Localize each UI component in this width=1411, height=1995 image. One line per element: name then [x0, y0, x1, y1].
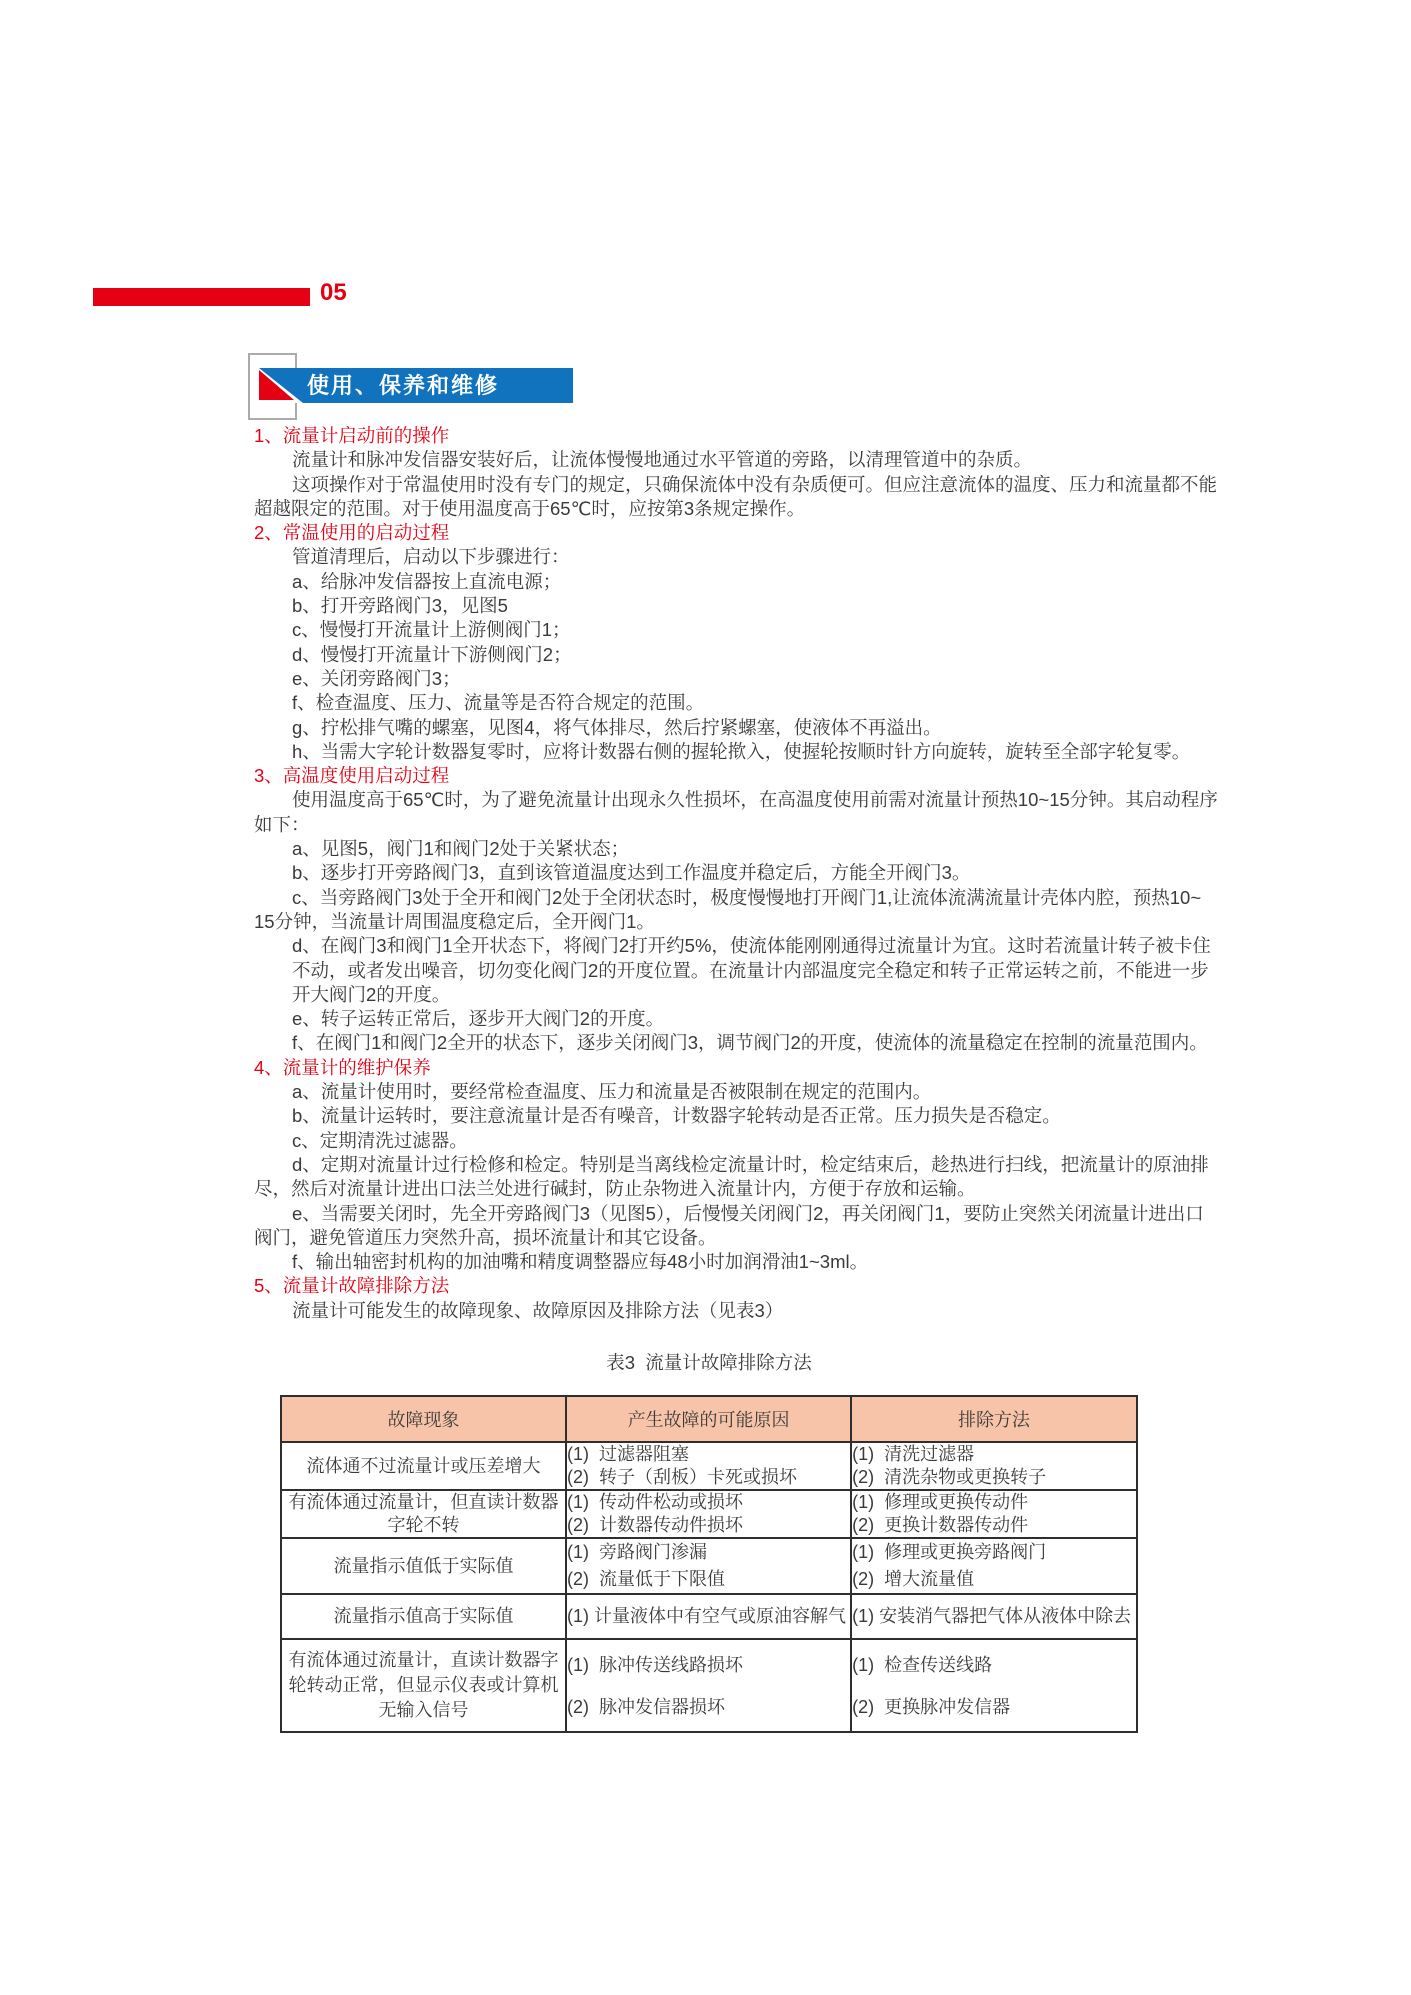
cell-line: (1) 清洗过滤器: [852, 1444, 975, 1464]
text-line: 如下：: [254, 813, 310, 835]
remedy-cell: [851, 1594, 1137, 1639]
text-line: f、输出轴密封机构的加油嘴和精度调整器应每48小时加润滑油1~3ml。: [292, 1251, 869, 1273]
text-line: c、定期清洗过滤器。: [292, 1129, 468, 1151]
text-line: 尽，然后对流量计进出口法兰处进行碱封，防止杂物进入流量计内，方便于存放和运输。: [254, 1178, 976, 1200]
cell-line: 流体通不过流量计或压差增大: [306, 1455, 541, 1476]
section-banner: [259, 368, 573, 403]
symptom-cell: [281, 1442, 566, 1490]
table-row: [281, 1442, 1137, 1490]
text-line: d、在阀门3和阀门1全开状态下，将阀门2打开约5%，使流体能刚刚通得过流量计为宜。这时若流量计转子被卡住: [292, 935, 1211, 957]
cause-cell: [566, 1538, 851, 1594]
section-heading: 2、常温使用的启动过程: [254, 522, 450, 544]
text-line: b、流量计运转时，要注意流量计是否有噪音，计数器字轮转动是否正常。压力损失是否稳定。: [292, 1105, 1061, 1127]
table-row: [281, 1639, 1137, 1732]
header-symptom: 故障现象: [281, 1396, 566, 1442]
remedy-cell: [851, 1442, 1137, 1490]
section-heading: 3、高温度使用启动过程: [254, 765, 450, 787]
cell-line: (2) 计数器传动件损坏: [567, 1515, 744, 1535]
table-header-row: [281, 1396, 1137, 1442]
section-heading: 4、流量计的维护保养: [254, 1056, 431, 1078]
symptom-cell: [281, 1594, 566, 1639]
table-row: [281, 1538, 1137, 1594]
cell-line: (2) 更换计数器传动件: [852, 1515, 1029, 1535]
remedy-cell: [851, 1639, 1137, 1732]
page-number: 05: [320, 279, 347, 306]
cell-line: 无输入信号: [378, 1700, 469, 1720]
cell-line: (1) 计量液体中有空气或原油容解气: [567, 1606, 847, 1626]
cell-line: 有流体通过流量计，直读计数器字: [288, 1650, 559, 1670]
section-heading: 1、流量计启动前的操作: [254, 425, 450, 446]
header-cause: 产生故障的可能原因: [566, 1396, 851, 1442]
table-caption: 表3 流量计故障排除方法: [606, 1352, 812, 1373]
text-line: 流量计可能发生的故障现象、故障原因及排除方法（见表3）: [292, 1299, 784, 1321]
header-remedy: 排除方法: [851, 1396, 1137, 1442]
cell-line: (1) 脉冲传送线路损坏: [567, 1654, 744, 1675]
text-line: a、给脉冲发信器按上直流电源；: [292, 570, 562, 592]
banner-triangle-icon: [259, 370, 294, 400]
text-line: 流量计和脉冲发信器安装好后，让流体慢慢地通过水平管道的旁路，以清理管道中的杂质。: [292, 449, 1033, 471]
text-line: 这项操作对于常温使用时没有专门的规定，只确保流体中没有杂质便可。但应注意流体的温度、压力和流量都不能: [292, 473, 1218, 495]
text-line: 超越限定的范围。对于使用温度高于65℃时，应按第3条规定操作。: [254, 497, 806, 519]
text-line: 阀门，避免管道压力突然升高，损坏流量计和其它设备。: [254, 1226, 717, 1248]
text-line: c、慢慢打开流量计上游侧阀门1；: [292, 619, 571, 641]
text-line: c、当旁路阀门3处于全开和阀门2处于全闭状态时，极度慢慢地打开阀门1,让流体流满流量计壳体内腔，预热10~: [292, 886, 1202, 908]
text-line: f、检查温度、压力、流量等是否符合规定的范围。: [292, 692, 705, 714]
text-line: 开大阀门2的开度。: [292, 983, 451, 1005]
text-line: 使用温度高于65℃时，为了避免流量计出现永久性损坏，在高温度使用前需对流量计预热10~15分钟。其启动程序: [292, 789, 1218, 811]
cell-line: 有流体通过流量计，但直读计数器: [288, 1492, 559, 1512]
cause-cell: [566, 1594, 851, 1639]
cell-line: (2) 流量低于下限值: [567, 1569, 726, 1589]
cell-line: (2) 脉冲发信器损坏: [567, 1696, 726, 1717]
text-line: a、流量计使用时，要经常检查温度、压力和流量是否被限制在规定的范围内。: [292, 1081, 932, 1103]
cell-line: (1) 传动件松动或损坏: [567, 1492, 744, 1512]
cell-line: 字轮不转: [387, 1515, 460, 1535]
page-number-bar: [93, 288, 310, 306]
cell-line: (1) 过滤器阻塞: [567, 1444, 690, 1464]
text-line: f、在阀门1和阀门2全开的状态下，逐步关闭阀门3，调节阀门2的开度，使流体的流量稳定在控制的流量范围内。: [292, 1032, 1208, 1054]
text-line: 15分钟，当流量计周围温度稳定后，全开阀门1。: [254, 910, 655, 932]
remedy-cell: [851, 1490, 1137, 1538]
remedy-cell: [851, 1538, 1137, 1594]
text-line: a、见图5，阀门1和阀门2处于关紧状态；: [292, 838, 630, 860]
fault-table: [280, 1395, 1138, 1733]
cell-line: 流量指示值低于实际值: [333, 1555, 514, 1576]
text-line: d、定期对流量计过行检修和检定。特别是当离线检定流量计时，检定结束后，趁热进行扫线，把流量计的原油排: [292, 1153, 1209, 1175]
table-row: [281, 1490, 1137, 1538]
cause-cell: [566, 1490, 851, 1538]
cell-line: 流量指示值高于实际值: [333, 1606, 514, 1626]
table-row: [281, 1594, 1137, 1639]
text-line: e、关闭旁路阀门3；: [292, 667, 461, 689]
cell-line: (1) 旁路阀门渗漏: [567, 1542, 708, 1562]
cell-line: (2) 更换脉冲发信器: [852, 1696, 1011, 1717]
text-line: 管道清理后，启动以下步骤进行：: [292, 546, 570, 568]
cell-line: 轮转动正常，但显示仪表或计算机: [288, 1675, 559, 1695]
cause-cell: [566, 1639, 851, 1732]
cell-line: (1) 修理或更换旁路阀门: [852, 1542, 1047, 1562]
cell-line: (2) 转子（刮板）卡死或损坏: [567, 1467, 798, 1487]
text-line: b、打开旁路阀门3，见图5: [292, 595, 508, 617]
cell-line: (1) 修理或更换传动件: [852, 1492, 1029, 1512]
symptom-cell: [281, 1490, 566, 1538]
section-heading: 5、流量计故障排除方法: [254, 1275, 450, 1297]
text-line: g、拧松排气嘴的螺塞，见图4，将气体排尽，然后拧紧螺塞，使液体不再溢出。: [292, 716, 942, 738]
text-line: e、当需要关闭时，先全开旁路阀门3（见图5），后慢慢关闭阀门2，再关闭阀门1，要防止突然关闭流量计进出口: [292, 1202, 1204, 1224]
cell-line: (2) 增大流量值: [852, 1569, 975, 1589]
cell-line: (1) 检查传送线路: [852, 1654, 993, 1675]
cause-cell: [566, 1442, 851, 1490]
banner-title: 使用、保养和维修: [307, 373, 500, 398]
symptom-cell: [281, 1639, 566, 1732]
cell-line: (1) 安装消气器把气体从液体中除去: [852, 1606, 1132, 1626]
cell-line: (2) 清洗杂物或更换转子: [852, 1467, 1047, 1487]
text-line: h、当需大字轮计数器复零时，应将计数器右侧的握轮揿入，使握轮按顺时针方向旋转，旋转至全部字轮复零。: [292, 740, 1191, 762]
text-line: b、逐步打开旁路阀门3，直到该管道温度达到工作温度并稳定后，方能全开阀门3。: [292, 862, 971, 884]
text-line: e、转子运转正常后，逐步开大阀门2的开度。: [292, 1008, 665, 1030]
symptom-cell: [281, 1538, 566, 1594]
text-line: 不动，或者发出噪音，切勿变化阀门2的开度位置。在流量计内部温度完全稳定和转子正常运转之前，不能进一步: [292, 959, 1209, 981]
body-text: [254, 424, 1244, 1323]
text-line: d、慢慢打开流量计下游侧阀门2；: [292, 643, 572, 665]
